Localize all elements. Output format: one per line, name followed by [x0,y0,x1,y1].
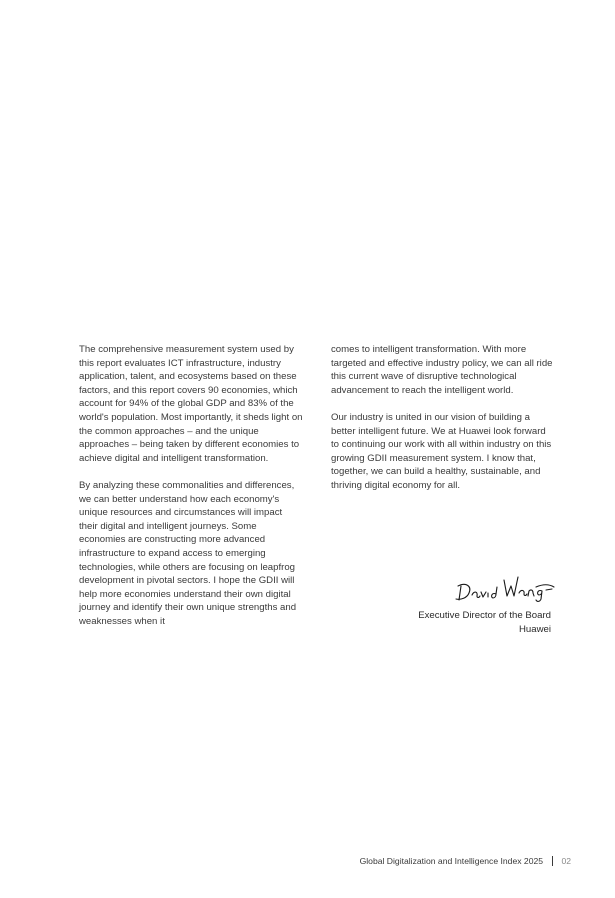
paragraph: By analyzing these commonalities and differences, we can better understand how each economy's unique resources and circumstances will impact their digital and intelligent journeys. Some economies are constructing more advanced infrastructure to expand access to emerging technologies, while others are focusing on leapfrog development in pivotal sectors. I hope the GDII will help more economies understand their own digital journey and identify their own unique strengths and weaknesses when it [79,479,297,627]
handwritten-signature [452,572,556,606]
right-text-column [331,343,555,506]
paragraph: comes to intelligent transformation. With more targeted and effective industry policy, we can all ride this current wave of disruptive technological advancement to reach the intelligent world. [331,344,553,396]
page-footer [360,855,571,867]
signatory-organization: Huawei [519,623,551,635]
signature-block [418,609,551,636]
report-title: Global Digitalization and Intelligence Index 2025 [359,856,544,866]
signatory-title: Executive Director of the Board [418,610,551,621]
footer-divider [552,856,553,866]
paragraph: Our industry is united in our vision of building a better intelligent future. We at Huawei look forward to continuing our work with all within industry on this growing GDII measurement system. I know that, together, we can build a healthy, sustainable, and thriving digital economy for all. [331,411,552,491]
left-text-column [79,343,303,642]
page-number: 02 [561,856,571,866]
paragraph: The comprehensive measurement system used by this report evaluates ICT infrastructure, industry application, talent, and ecosystems based on these factors, and this report covers 90 economies, which account for 94% of the global GDP and 83% of the world's population. Most importantly, it sheds light on the common approaches – and the unique approaches – being taken by different economies to achieve digital and intelligent transformation. [79,344,303,464]
